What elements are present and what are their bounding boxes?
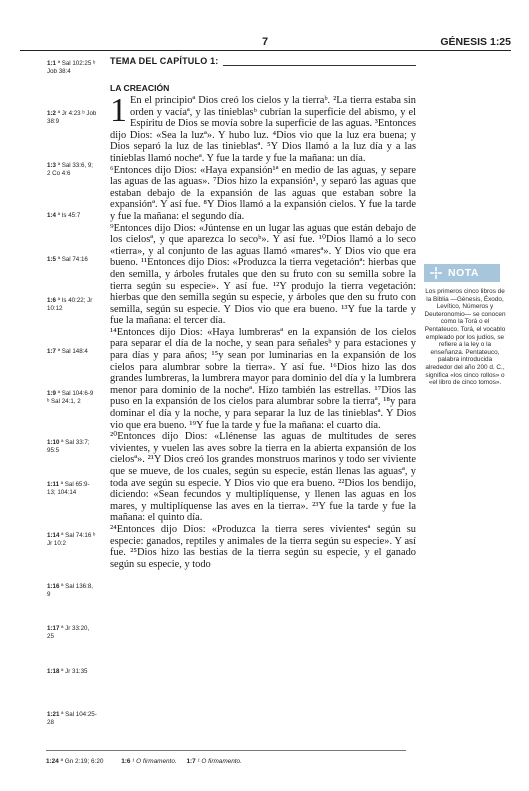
xref-1-4: 1:4 ª Is 45:7 [47,212,81,219]
chapter-theme-title [110,56,416,66]
paragraph-5: ²⁰Entonces dijo Dios: «Llénense las aguas de multitudes de seres vivientes, y vuelen las aves sobre la tierra en la abierta expansión de los cielosª». ²¹Y Dios creó los grandes monstruos marinos y todo ser viviente que se mueve, de los cuales, según su especie, están llenas las aguasª, y toda ave según su especie. Y Dios vio que era bueno. ²²Dios los bendijo, diciendo: «Sean fecundos y multiplíquense, y llenen las aguas en los mares, y multiplíquense las aves en la tierra». ²³Y fue la tarde y fue la mañana: el quinto día. [110,431,416,524]
footnotes [46,758,250,765]
xref-1-14: 1:14 ª Sal 74:16 ᵇ Jr 10:2 [47,532,96,547]
footnote-1-6: 1:6 ¹ O firmamento. [121,758,177,765]
footnote-1-7: 1:7 ¹ O firmamento. [186,758,242,765]
section-heading: LA CREACIÓN [110,83,170,93]
scripture-body [110,92,416,570]
xref-1-6: 1:6 ª Is 40:22; Jr 10:12 [47,297,93,312]
running-header-reference: GÉNESIS 1:25 [440,36,511,48]
xref-1-10: 1:10 ª Sal 33:7; 95:5 [47,439,90,454]
paragraph-6: ²⁴Entonces dijo Dios: «Produzca la tierra seres vivientesª según su especie: ganados, reptiles y animales de la tierra según su especie». Y así fue. ²⁵Dios hizo las bestias de la tierra según su especie, y el ganado según su especie, y todo [110,523,416,570]
xref-1-3: 1:3 ª Sal 33:6, 9; 2 Co 4:6 [47,162,93,177]
xref-1-7: 1:7 ª Sal 148:4 [47,348,88,355]
main-text-column [110,56,416,570]
nota-text: Los primeros cinco libros de la Biblia —Génesis, Éxodo, Levítico, Números y Deuteronomio— se conocen como la Torá o el Pentateuco. Torá, el vocablo empleado por los judíos, se refiere a la ley o la enseñanza. Pentateuco, palabra introducida alrededor del año 200 d. C., significa «los cinco rollos» o «el libro de cinco tomos». [424,288,506,387]
page-number: 7 [262,36,269,48]
xref-1-5: 1:5 ª Sal 74:16 [47,256,88,263]
paragraph-1: 1 En el principioª Dios creó los cielos y la tierraᵇ. ²La tierra estaba sin orden y vacíaª, y las tinieblasᵇ cubrían la superficie del abismo, y el Espíritu de Dios se movía sobre la superficie de las aguas. ³Entonces dijo Dios: «Sea la luzª». Y hubo luz. ⁴Dios vio que la luz era buena; y Dios separó la luz de las tinieblasª. ⁵Y Dios llamó a la luz día y a las tinieblas llamó nocheª. Y fue la tarde y fue la mañana: un día. [110,92,416,164]
xref-1-24: 1:24 ª Gn 2:19; 6:20 [46,758,104,765]
paragraph-2: ⁶Entonces dijo Dios: «Haya expansión¹ª en medio de las aguas, y separe las aguas de las aguas». ⁷Dios hizo la expansión¹, y separó las aguas que estaban debajo de la expansión de las aguas que estaban sobre la expansiónª. Y así fue. ⁸Y Dios llamó a la expansión cielos. Y fue la tarde y fue la mañana: el segundo día. [110,164,416,222]
nota-sidebar [424,264,510,387]
paragraph-3: ⁹Entonces dijo Dios: «Júntense en un lugar las aguas que están debajo de los cielosª, y que aparezca lo secoᵇ». Y así fue. ¹⁰Dios llamó a lo seco «tierra», y al conjunto de las aguas llamó «maresª». Y Dios vio que era bueno. ¹¹Entonces dijo Dios: «Produzca la tierra vegetaciónª: hierbas que den semilla, y árboles frutales que den su fruto con su semilla sobre la tierra según su especie». Y así fue. ¹²Y produjo la tierra vegetación: hierbas que den semilla según su especie, y árboles que den su fruto con semilla, según su especie. Y Dios vio que era bueno. ¹³Y fue la tarde y fue la mañana: el tercer día. [110,222,416,327]
header-rule [20,50,511,51]
note-pin-icon [430,267,442,279]
chapter-theme-label: TEMA DEL CAPÍTULO 1: [110,56,219,66]
nota-badge [424,264,500,282]
xref-1-16: 1:16 ª Sal 136:8, 9 [47,583,93,598]
chapter-dropcap: 1 [110,92,127,129]
xref-1-18: 1:18 ª Jr 31:35 [47,668,88,675]
nota-label: NOTA [448,267,479,279]
chapter-theme-write-line [223,57,416,66]
footnote-rule [46,750,406,751]
xref-1-21: 1:21 ª Sal 104:25-28 [47,711,97,726]
xref-1-17: 1:17 ª Jr 33:20, 25 [47,625,90,640]
xref-1-1: 1:1 ª Sal 102:25 ᵇ Job 38:4 [47,60,96,75]
xref-1-9: 1:9 ª Sal 104:6-9 ᵇ Sal 24:1, 2 [47,390,94,405]
xref-1-2: 1:2 ª Jr 4:23 ᵇ Job 38:9 [47,110,97,125]
xref-1-11: 1:11 ª Sal 65:9-13; 104:14 [47,481,90,496]
paragraph-4: ¹⁴Entonces dijo Dios: «Haya lumbrerasª en la expansión de los cielos para separar el día de la noche, y sean para señalesᵇ y para estaciones y para días y para años; ¹⁵y sean por luminarias en la expansión de los cielos para alumbrar sobre la tierra». Y así fue. ¹⁶Dios hizo las dos grandes lumbreras, la lumbrera mayor para dominio del día y la lumbrera menor para dominio de la nocheª. Hizo también las estrellas. ¹⁷Dios las puso en la expansión de los cielos para alumbrar sobre la tierraª, ¹⁸y para dominar el día y la noche, y para separar la luz de las tinieblasª. Y Dios vio que era bueno. ¹⁹Y fue la tarde y fue la mañana: el cuarto día. [110,326,416,431]
cross-reference-column [0,0,97,791]
